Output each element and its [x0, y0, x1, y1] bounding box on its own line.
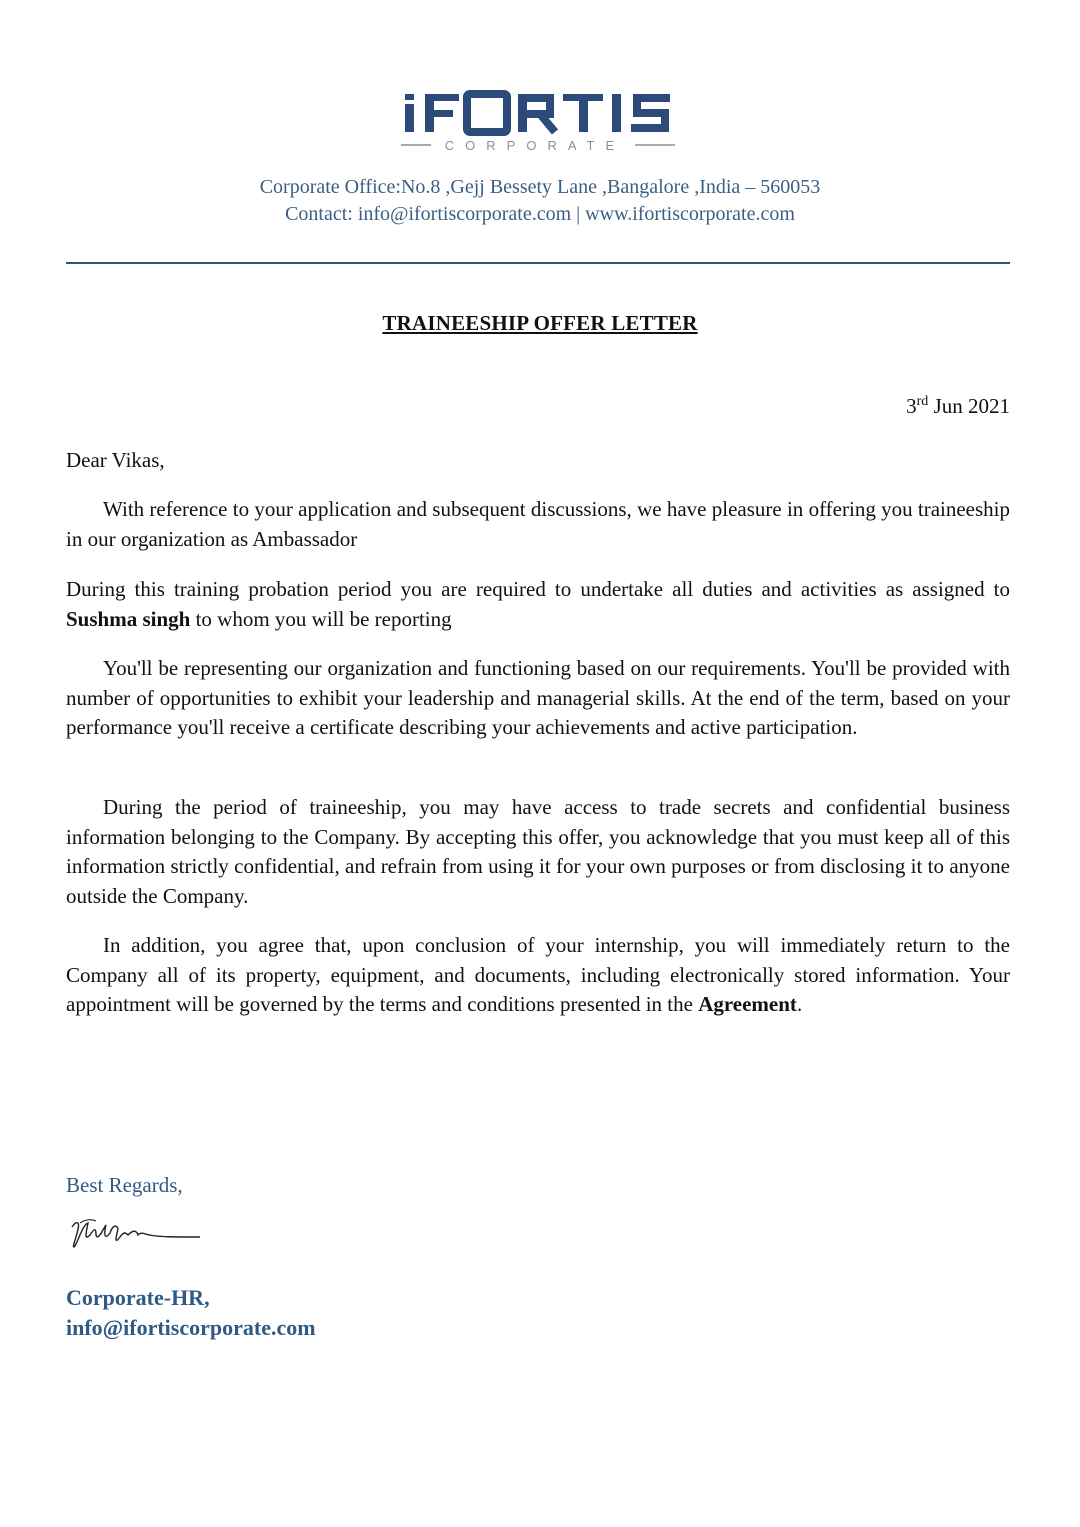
paragraph-role: You'll be representing our organization and functioning based on our requirements. You'll be provided with number of opportunities to exhibit your leadership and managerial skills. At the end of the term, based on your performance you'll receive a certificate describing your achievements and active participation. — [66, 656, 1010, 739]
company-logo — [395, 88, 685, 158]
letter-title: TRAINEESHIP OFFER LETTER — [382, 311, 698, 335]
contact-line: Contact: info@ifortiscorporate.com | www.ifortiscorporate.com — [285, 203, 795, 225]
company-logo-mark — [395, 88, 685, 158]
reporting-manager-name: Sushma singh — [66, 606, 191, 631]
date-rest: Jun 2021 — [928, 394, 1010, 418]
header-divider — [66, 262, 1010, 264]
date-suffix: rd — [916, 394, 929, 409]
logo-tagline: CORPORATE — [444, 138, 626, 153]
salutation: Dear Vikas, — [66, 448, 165, 472]
paragraph-confidentiality: During the period of traineeship, you may have access to trade secrets and confidential business information belonging to the Company. By accepting this offer, you acknowledge that you must keep all of this information strictly confidential, and refrain from using it for your own purposes or from disclosing it to anyone outside the Company. — [66, 795, 1010, 908]
office-address: Corporate Office:No.8 ,Gejj Bessety Lane ,Bangalore ,India – 560053 — [259, 176, 821, 198]
signature-image — [66, 1213, 206, 1253]
agreement-term: Agreement — [698, 992, 797, 1016]
signatory-department: Corporate-HR, — [66, 1285, 210, 1310]
reporting-text-start: During this training probation period you are required to undertake all duties and activities as assigned to — [66, 577, 1010, 601]
letter-date — [906, 394, 1010, 419]
paragraph-reporting — [66, 575, 1010, 634]
date-day: 3 — [906, 394, 917, 418]
reporting-text-end: to whom you will be reporting — [190, 606, 452, 631]
return-text-start: In addition, you agree that, upon conclusion of your internship, you will immediately return to the Company all of its property, equipment, and documents, including electronically stored information. Your appointment will be governed by the terms and conditions presented in the — [66, 933, 1010, 1016]
paragraph-offer: With reference to your application and subsequent discussions, we have pleasure in offering you traineeship in our organization as Ambassador — [66, 497, 1010, 551]
signatory-email: info@ifortiscorporate.com — [66, 1315, 316, 1340]
return-text-end: . — [796, 992, 803, 1016]
closing-regards: Best Regards, — [66, 1173, 183, 1197]
paragraph-return-property — [66, 931, 1010, 1020]
